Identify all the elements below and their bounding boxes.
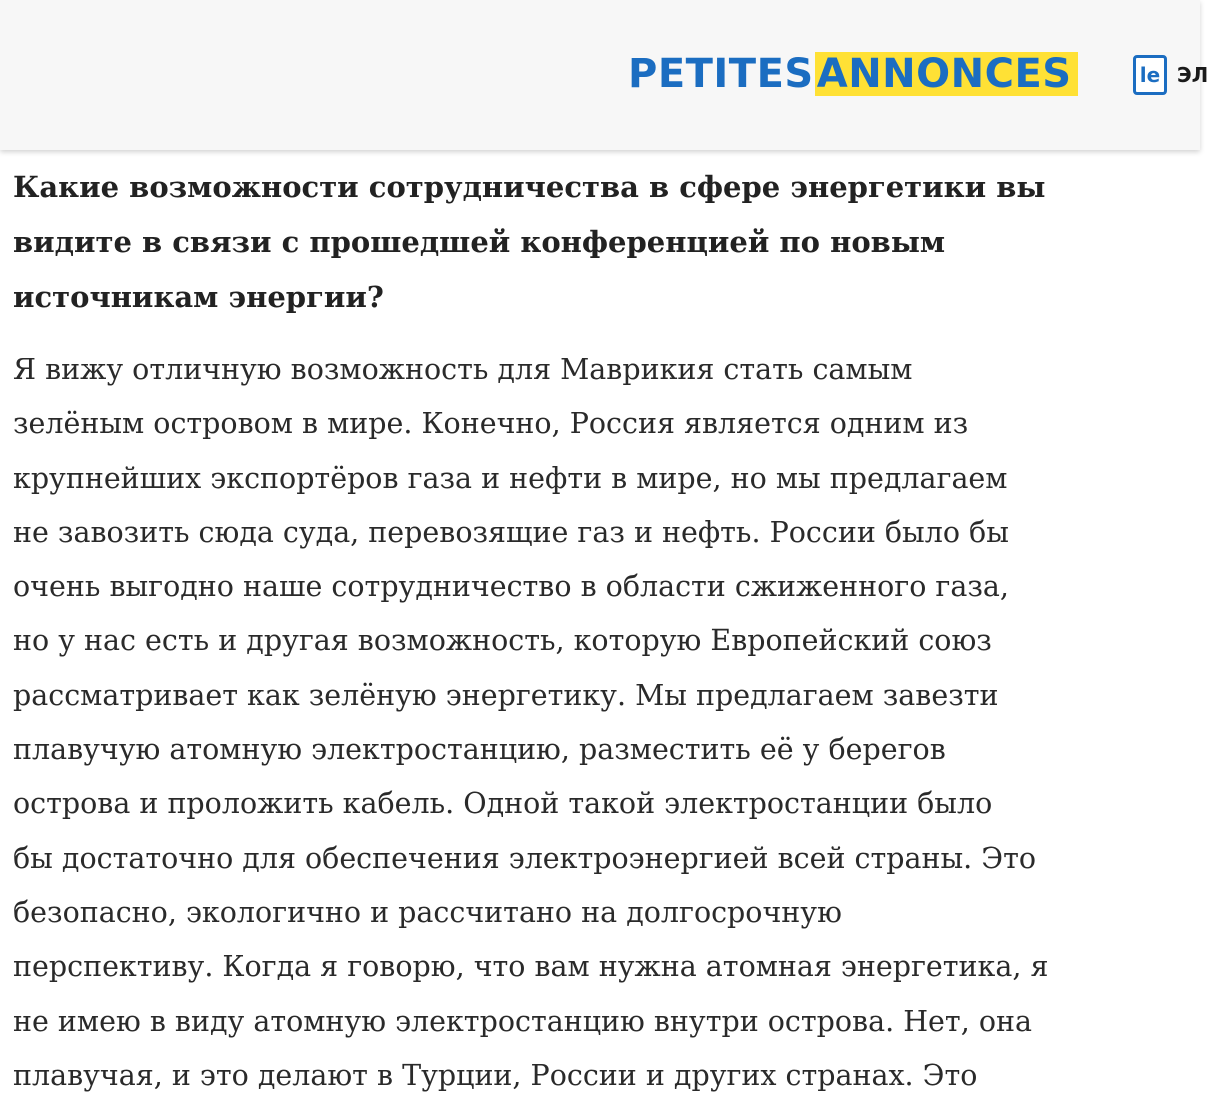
petites-annonces-logo[interactable] (628, 52, 1078, 96)
question-line: источникам энергии? (13, 280, 384, 314)
answer-line: Я вижу отличную возможность для Маврикия стать самым (13, 353, 913, 386)
partner-logo-text: ЭЛ (1177, 63, 1208, 87)
logo-text-annonces: ANNONCES (815, 52, 1078, 96)
question-line: видите в связи с прошедшей конференцией по новым (13, 225, 946, 259)
partner-logo[interactable] (1133, 55, 1208, 95)
logo-text-petites: PETITES (628, 51, 814, 97)
answer-line: очень выгодно наше сотрудничество в области сжиженного газа, (13, 570, 1009, 604)
answer-line: крупнейших экспортёров газа и нефти в мире, но мы предлагаем (13, 461, 1008, 495)
answer-line: безопасно, экологично и рассчитано на долгосрочную (13, 895, 842, 929)
answer-line: перспективу. Когда я говорю, что вам нужна атомная энергетика, я (13, 950, 1049, 984)
question-line: Какие возможности сотрудничества в сфере энергетики вы (13, 170, 1046, 204)
answer-line: зелёным островом в мире. Конечно, Россия является одним из (13, 407, 969, 441)
answer-line: плавучую атомную электростанцию, разместить её у берегов (13, 733, 946, 767)
answer-line: плавучая, и это делают в Турции, России и других странах. Это (13, 1058, 978, 1092)
partner-logo-icon: le (1133, 55, 1167, 95)
answer-line: не имею в виду атомную электростанцию внутри острова. Нет, она (13, 1004, 1032, 1038)
site-header (0, 0, 1208, 150)
answer-line: не завозить сюда суда, перевозящие газ и нефть. России было бы (13, 515, 1009, 549)
answer-line: но у нас есть и другая возможность, которую Европейский союз (13, 624, 992, 658)
interview-question (13, 160, 1113, 325)
answer-line: острова и проложить кабель. Одной такой электростанции было (13, 787, 993, 821)
answer-line: бы достаточно для обеспечения электроэнергией всей страны. Это (13, 841, 1036, 875)
answer-line: рассматривает как зелёную энергетику. Мы предлагаем завезти (13, 678, 999, 712)
interview-answer (13, 343, 1193, 1103)
